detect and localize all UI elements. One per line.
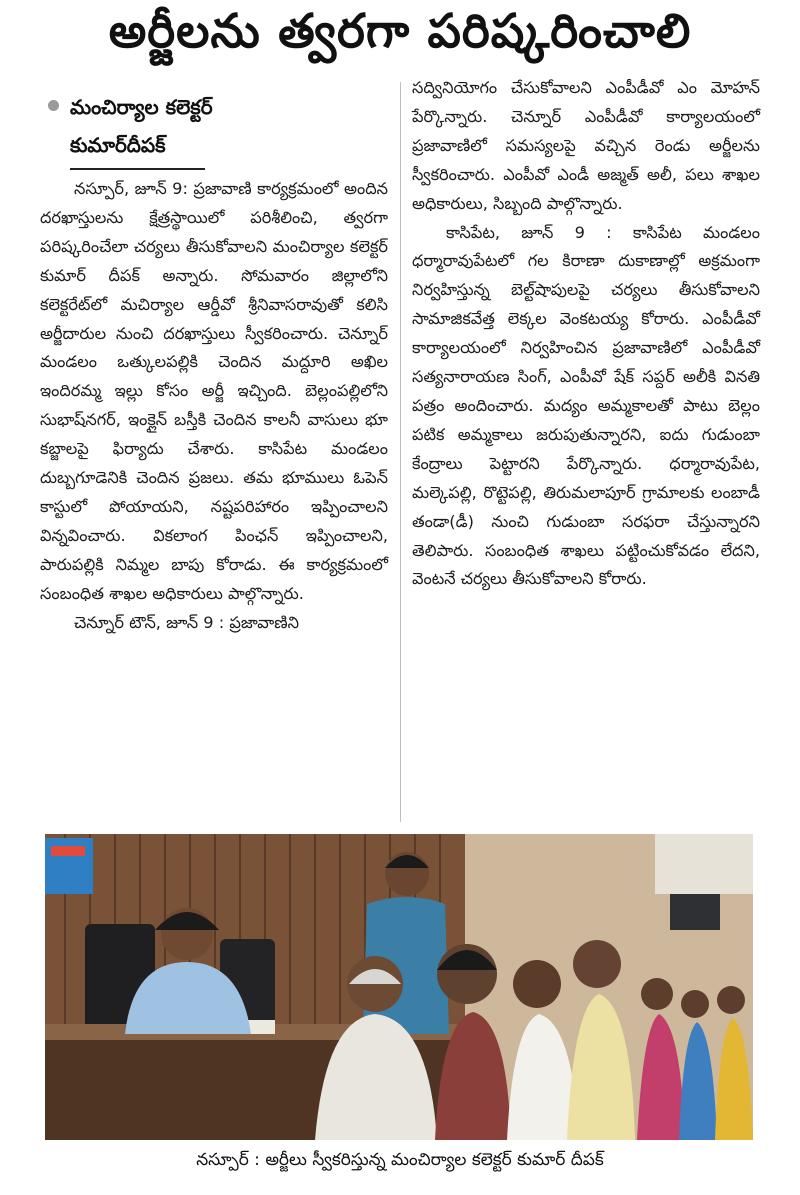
article-paragraph: నస్పూర్, జూన్ 9: ప్రజావాణి కార్యక్రమంలో అందిన దరఖాస్తులను క్షేత్రస్థాయిలో పరిశీలించి, త్వరగా పరిష్కరించేలా చర్యలు తీసుకోవాలని మంచిర్యాల కలెక్టర్ కుమార్ దీపక్ అన్నారు. సోమవారం జిల్లాలోని కలెక్టరేట్‌లో మచిర్యాల ఆర్డీవో శ్రీనివాసరావుతో కలిసి అర్జీదారుల నుంచి దరఖాస్తులు స్వీకరించారు. చెన్నూర్ మండలం ఒత్కులపల్లికి చెందిన మద్దూరి అఖిల ఇందిరమ్మ ఇల్లు కోసం అర్జీ ఇచ్చింది. బెల్లంపల్లిలోని సుభాష్‌నగర్, ఇంక్లైన్ బస్తీకి చెందిన కాలనీ వాసులు భూ కబ్జాలపై ఫిర్యాదు చేశారు. కాసిపేట మండలం దుబ్బగూడెనికి చెందిన ప్రజలు. తమ భూములు ఓపెన్ కాస్టులో పోయాయని, నష్టపరిహారం ఇప్పించాలని విన్నవించారు. వికలాంగ పింఛన్ ఇప్పించాలని, పారుపల్లికి నిమ్మల బాపు కోరాడు. ఈ కార్యక్రమంలో సంబంధిత శాఖల అధికారులు పాల్గొన్నారు. <box>40 179 388 603</box>
byline-name: కుమార్‌దీపక్ <box>70 133 166 157</box>
article-paragraph: కాసిపేట, జూన్ 9 : కాసిపేట మండలం ధర్మారావుపేటలో గల కిరాణా దుకాణాల్లో అక్రమంగా నిర్వహిస్తున్న బెల్ట్‌షాపులపై చర్యలు తీసుకోవాలని సామాజికవేత్త లెక్కల వెంకటయ్య కోరారు. ఎంపీడీవో కార్యాలయంలో నిర్వహించిన ప్రజావాణిలో ఎంపీడీవో సత్యనారాయణ సింగ్, ఎంపీవో షేక్ సప్దర్ అలీకి వినతి పత్రం అందించారు. మద్యం అమ్మకాలతో పాటు బెల్లం పటిక అమ్మకాలు జరుపుతున్నారని, ఐదు గుడుంబా కేంద్రాలు పెట్టారని పేర్కొన్నారు. ధర్మారావుపేట, మల్కెపల్లి, రొట్టెపల్లి, తిరుమలాపూర్ గ్రామాలకు లంబాడీ తండా(డీ) నుంచి గుడుంబా సరఫరా చేస్తున్నారని తెలిపారు. సంబంధిత శాఖలు పట్టించుకోవడం లేదని, వెంటనే చర్యలు తీసుకోవాలని కోరారు. <box>412 222 760 589</box>
article-column-left <box>40 175 388 638</box>
article-paragraph: చెన్నూర్ టౌన్, జూన్ 9 : ప్రజావాణిని <box>74 612 299 632</box>
article-paragraph: సద్వినియోగం చేసుకోవాలని ఎంపీడీవో ఎం మోహన్ పేర్కొన్నారు. చెన్నూర్ ఎంపీడీవో కార్యాలయంలో ప్రజావాణిలో సమస్యలపై వచ్చిన రెండు అర్జీలను స్వీకరించారు. ఎంపీవో ఎండీ అజ్మత్ అలీ, పలు శాఖల అధికారులు, సిబ్బంది పాల్గొన్నారు. <box>412 78 760 213</box>
byline-title: మంచిర్యాల కలెక్టర్ <box>70 95 213 119</box>
news-photo <box>45 834 753 1140</box>
headline: అర్జీలను త్వరగా పరిష్కరించాలి <box>108 4 692 59</box>
photo-caption: నస్పూర్ : అర్జీలు స్వీకరిస్తున్న మంచిర్యాల కలెక్టర్ కుమార్ దీపక్ <box>196 1150 604 1170</box>
column-divider <box>400 82 401 822</box>
photo-illustration <box>45 834 753 1140</box>
byline-underline <box>70 168 205 170</box>
bullet-icon <box>48 100 59 111</box>
article-column-right <box>412 74 760 594</box>
